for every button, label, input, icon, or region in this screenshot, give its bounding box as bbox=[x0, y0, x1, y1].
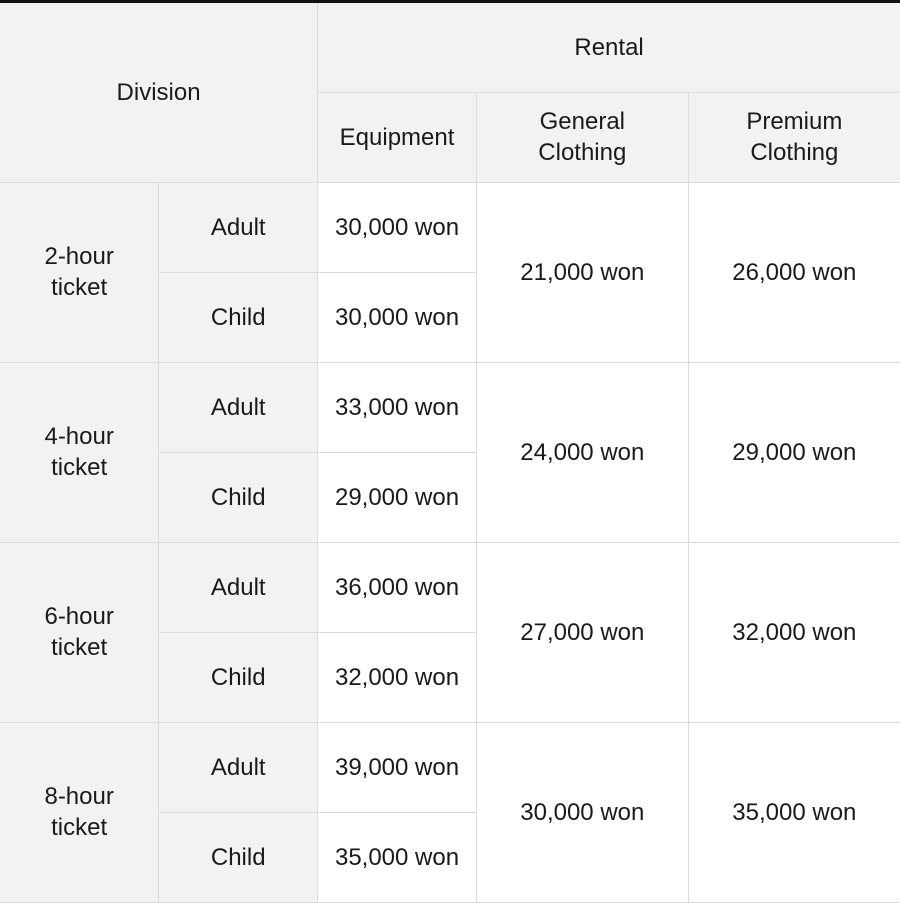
equipment-price: 32,000 won bbox=[318, 632, 477, 722]
table-row bbox=[0, 182, 900, 272]
ticket-name-line1: 6-hour bbox=[44, 603, 114, 630]
general-clothing-header-line1: General bbox=[539, 108, 625, 135]
ticket-name bbox=[0, 182, 159, 362]
premium-clothing-header-line2: Clothing bbox=[750, 139, 839, 166]
ticket-name-line1: 8-hour bbox=[44, 783, 114, 810]
table-row bbox=[0, 542, 900, 632]
general-clothing-header-line2: Clothing bbox=[538, 139, 627, 166]
rental-price-table bbox=[0, 3, 900, 903]
equipment-price: 35,000 won bbox=[318, 812, 477, 902]
age-label: Child bbox=[159, 632, 318, 722]
rental-header: Rental bbox=[318, 3, 900, 92]
equipment-price: 29,000 won bbox=[318, 452, 477, 542]
equipment-price: 30,000 won bbox=[318, 272, 477, 362]
ticket-name-line2: ticket bbox=[51, 274, 108, 301]
ticket-name-line2: ticket bbox=[51, 634, 108, 661]
table-row bbox=[0, 362, 900, 452]
equipment-price: 33,000 won bbox=[318, 362, 477, 452]
age-label: Adult bbox=[159, 362, 318, 452]
general-clothing-price: 24,000 won bbox=[476, 362, 688, 542]
header-row-top bbox=[0, 3, 900, 92]
equipment-header: Equipment bbox=[318, 92, 477, 182]
ticket-name-line1: 2-hour bbox=[44, 243, 114, 270]
premium-clothing-header bbox=[688, 92, 900, 182]
ticket-name-line2: ticket bbox=[51, 814, 108, 841]
age-label: Adult bbox=[159, 182, 318, 272]
age-label: Child bbox=[159, 452, 318, 542]
premium-clothing-price: 35,000 won bbox=[688, 722, 900, 902]
equipment-price: 39,000 won bbox=[318, 722, 477, 812]
general-clothing-price: 21,000 won bbox=[476, 182, 688, 362]
premium-clothing-price: 29,000 won bbox=[688, 362, 900, 542]
general-clothing-header bbox=[476, 92, 688, 182]
equipment-price: 30,000 won bbox=[318, 182, 477, 272]
ticket-name bbox=[0, 722, 159, 902]
age-label: Adult bbox=[159, 722, 318, 812]
age-label: Child bbox=[159, 812, 318, 902]
division-header: Division bbox=[0, 3, 318, 182]
ticket-name-line1: 4-hour bbox=[44, 423, 114, 450]
table-row bbox=[0, 722, 900, 812]
age-label: Child bbox=[159, 272, 318, 362]
equipment-price: 36,000 won bbox=[318, 542, 477, 632]
premium-clothing-header-line1: Premium bbox=[746, 108, 843, 135]
ticket-name bbox=[0, 542, 159, 722]
ticket-name bbox=[0, 362, 159, 542]
general-clothing-price: 30,000 won bbox=[476, 722, 688, 902]
ticket-name-line2: ticket bbox=[51, 454, 108, 481]
premium-clothing-price: 32,000 won bbox=[688, 542, 900, 722]
premium-clothing-price: 26,000 won bbox=[688, 182, 900, 362]
general-clothing-price: 27,000 won bbox=[476, 542, 688, 722]
age-label: Adult bbox=[159, 542, 318, 632]
